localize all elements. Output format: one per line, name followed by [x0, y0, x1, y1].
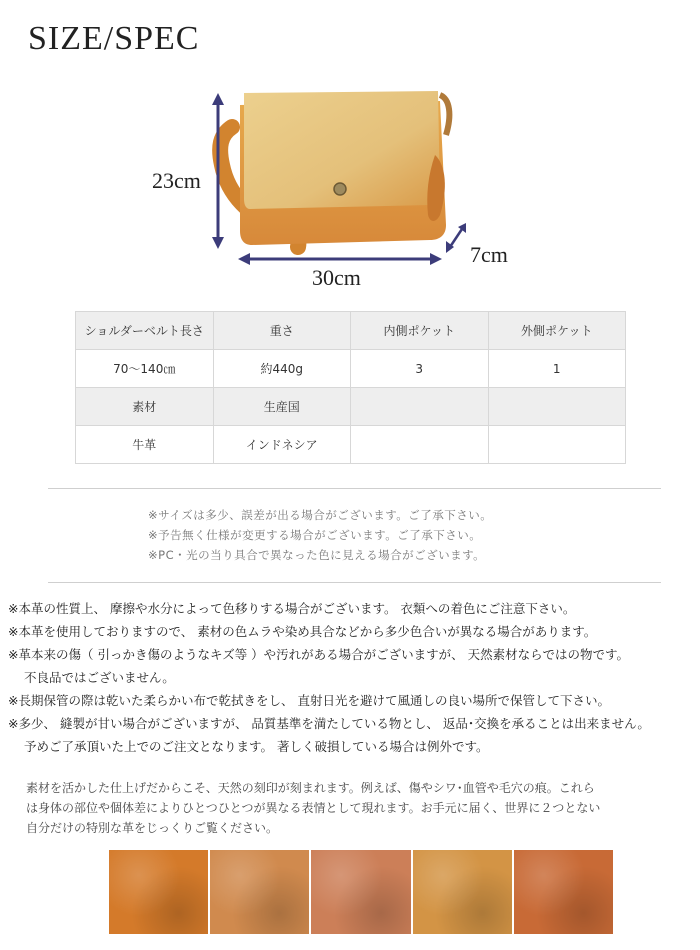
table-row: [76, 312, 626, 350]
divider: [48, 582, 661, 583]
height-label: 23cm: [152, 168, 201, 193]
warning-line: ※長期保管の際は乾いた柔らかい布で乾拭きをし、 直射日光を避けて風通しの良い場所で保管して下さい。: [8, 693, 610, 708]
table-row: [76, 388, 626, 426]
leather-swatch: [210, 850, 309, 934]
paragraph-line: は身体の部位や個体差によりひとつひとつが異なる表情として現れます。お手元に届く、世界に２つとない: [26, 801, 601, 815]
table-cell: [351, 426, 489, 464]
table-cell: 外側ポケット: [488, 312, 626, 350]
table-cell: 生産国: [213, 388, 351, 426]
width-label: 30cm: [312, 265, 361, 290]
table-cell: 内側ポケット: [351, 312, 489, 350]
table-cell: [351, 388, 489, 426]
table-cell: ショルダーベルト長さ: [76, 312, 214, 350]
table-cell: 重さ: [213, 312, 351, 350]
table-cell: 70～140㎝: [76, 350, 214, 388]
divider: [48, 488, 661, 489]
paragraph-line: 素材を活かした仕上げだからこそ、天然の刻印が刻まれます。例えば、傷やシワ･血管や毛穴の痕。これら: [26, 781, 595, 795]
table-row: [76, 350, 626, 388]
note-line: ※サイズは多少、誤差が出る場合がございます。ご了承下さい。: [148, 508, 493, 522]
warning-line: ※革本来の傷（ 引っかき傷のようなキズ等 ）や汚れがある場合がございますが、 天然素材ならではの物です。: [8, 647, 630, 662]
table-row: [76, 426, 626, 464]
snap-button: [334, 183, 346, 195]
warning-line: ※多少、 縫製が甘い場合がございますが、 品質基準を満たしている物とし、 返品･交換を承ることは出来ません。: [8, 716, 650, 731]
warning-line: 予めご了承頂いた上でのご注文となります。 著しく破損している場合は例外です。: [24, 739, 489, 754]
table-cell: インドネシア: [213, 426, 351, 464]
leather-swatch: [311, 850, 410, 934]
leather-swatch: [514, 850, 613, 934]
table-cell: [488, 388, 626, 426]
warning-line: ※本革を使用しておりますので、 素材の色ムラや染め具合などから多少色合いが異なる場合があります。: [8, 624, 597, 639]
leather-swatch: [413, 850, 512, 934]
warning-line: ※本革の性質上、 摩擦や水分によって色移りする場合がございます。 衣類への着色にご注意下さい。: [8, 601, 576, 616]
table-cell: 約440g: [213, 350, 351, 388]
paragraph-line: 自分だけの特別な革をじっくりご覧ください。: [26, 821, 279, 835]
warning-line: 不良品ではございません。: [24, 670, 175, 685]
table-cell: 素材: [76, 388, 214, 426]
spec-table: [75, 311, 626, 464]
page-title: SIZE/SPEC: [28, 20, 200, 57]
note-line: ※予告無く仕様が変更する場合がございます。ご了承下さい。: [148, 528, 482, 542]
leather-description: [26, 778, 696, 838]
table-cell: [488, 426, 626, 464]
notes-block: [148, 505, 492, 565]
table-cell: 1: [488, 350, 626, 388]
strap-back: [440, 95, 449, 135]
table-cell: 3: [351, 350, 489, 388]
leather-swatch: [109, 850, 208, 934]
table-cell: 牛革: [76, 426, 214, 464]
depth-arrow: [450, 229, 462, 247]
depth-label: 7cm: [470, 242, 508, 267]
leather-swatches: [109, 850, 613, 934]
note-line: ※PC・光の当り具合で異なった色に見える場合がございます。: [148, 548, 486, 562]
warnings-block: [8, 597, 698, 758]
